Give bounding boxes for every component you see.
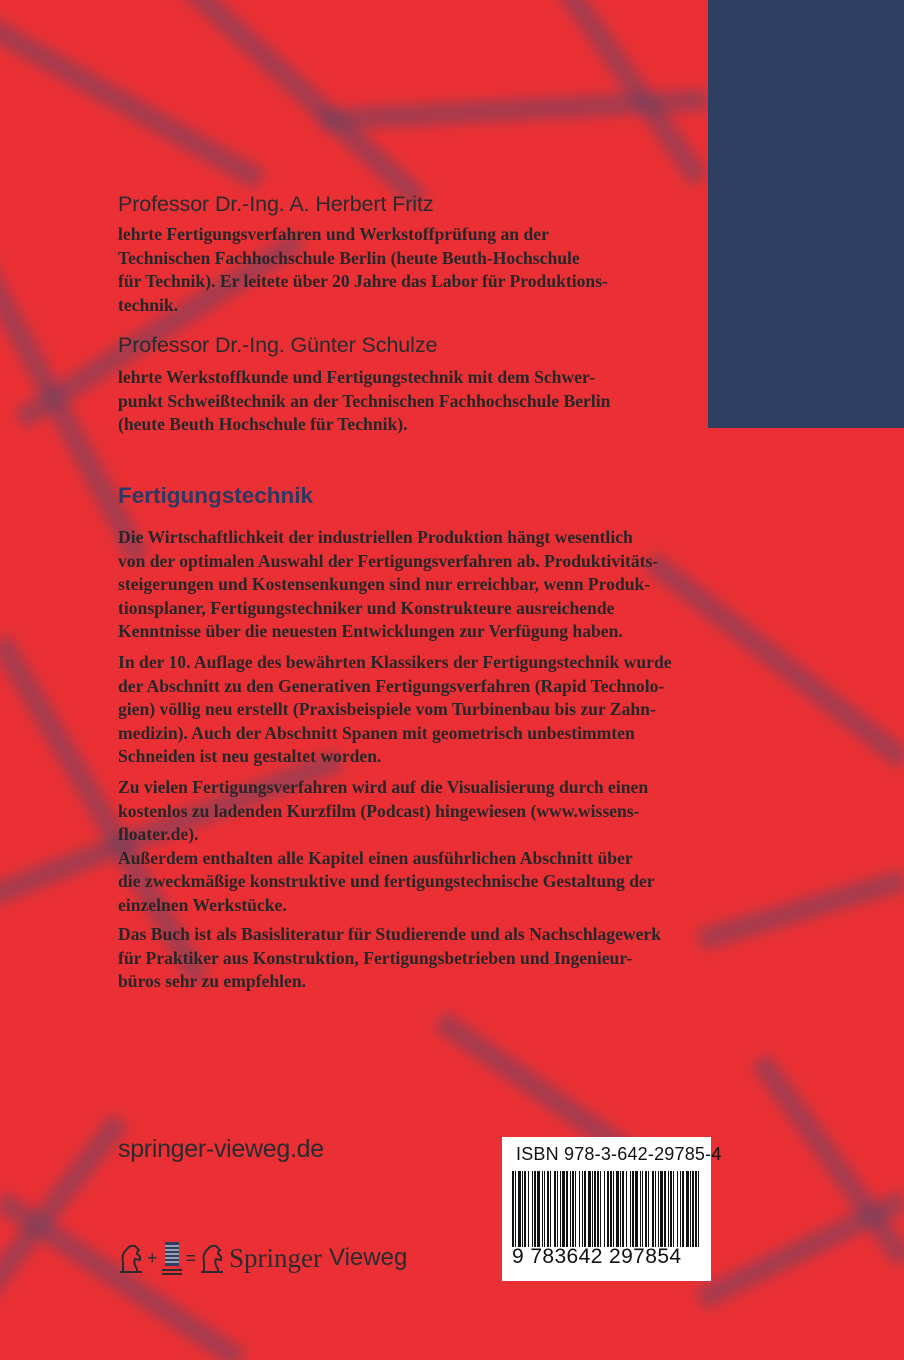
text-line: von der optimalen Auswahl der Fertigungsverfahren ab. Produktivitäts- [118, 550, 659, 571]
text-line: floater.de). [118, 824, 199, 845]
springer-horse-icon [118, 1242, 144, 1274]
text-line: In der 10. Auflage des bewährten Klassikers der Fertigungstechnik wurde [118, 652, 672, 672]
text-line: steigerungen und Kostensenkungen sind nur erreichbar, wenn Produk- [118, 574, 651, 595]
vieweg-wordmark: Vieweg [329, 1244, 408, 1271]
accent-block [708, 0, 904, 428]
barcode-digits: 9 783642 297854 [512, 1245, 682, 1268]
text-line: Schneiden ist neu gestaltet worden. [118, 746, 382, 767]
text-line: der Abschnitt zu den Generativen Fertigungsverfahren (Rapid Technolo- [118, 675, 665, 696]
bio-line: (heute Beuth Hochschule für Technik). [118, 414, 408, 435]
bio-line: punkt Schweißtechnik an der Technischen Fachhochschule Berlin [118, 390, 611, 411]
description-paragraph-4 [118, 923, 718, 994]
equals-sign: = [185, 1247, 197, 1268]
description-paragraph-1 [118, 526, 718, 644]
bio-line: Technischen Fachhochschule Berlin (heute Beuth-Hochschule [118, 247, 580, 268]
text-line: Zu vielen Fertigungsverfahren wird auf die Visualisierung durch einen [118, 777, 649, 797]
text-line: kostenlos zu ladenden Kurzfilm (Podcast) hingewiesen (www.wissens- [118, 800, 640, 821]
isbn-label: ISBN 978-3-642-29785-4 [516, 1144, 722, 1164]
text-line: Die Wirtschaftlichkeit der industriellen Produktion hängt wesentlich [118, 527, 633, 547]
springer-horse-icon [199, 1242, 225, 1274]
bio-line: für Technik). Er leitete über 20 Jahre das Labor für Produktions- [118, 271, 608, 292]
plus-sign: + [147, 1247, 158, 1268]
springer-wordmark: Springer [229, 1242, 323, 1273]
text-line: für Praktiker aus Konstruktion, Fertigungsbetrieben und Ingenieur- [118, 947, 633, 968]
publisher-logo [118, 1238, 407, 1278]
text-line: tionsplaner, Fertigungstechniker und Konstrukteure ausreichende [118, 597, 615, 618]
description-paragraph-2 [118, 651, 718, 769]
author-bio-2 [118, 366, 698, 437]
section-title: Fertigungstechnik [118, 483, 314, 508]
text-line: einzelnen Werkstücke. [118, 894, 287, 915]
text-line: medizin). Auch der Abschnitt Spanen mit geometrisch unbestimmten [118, 722, 635, 743]
author-name-2: Professor Dr.-Ing. Günter Schulze [118, 333, 438, 357]
text-line: die zweckmäßige konstruktive und fertigungstechnische Gestaltung der [118, 871, 655, 892]
author-name-1: Professor Dr.-Ing. A. Herbert Fritz [118, 192, 434, 216]
text-line: Kenntnisse über die neuesten Entwicklungen zur Verfügung haben. [118, 621, 623, 642]
publisher-website: springer-vieweg.de [118, 1135, 324, 1163]
text-line: büros sehr zu empfehlen. [118, 971, 307, 992]
vieweg-teubner-icon [161, 1240, 183, 1276]
bio-line: lehrte Fertigungsverfahren und Werkstoffprüfung an der [118, 224, 549, 244]
text-line: gien) völlig neu erstellt (Praxisbeispiele vom Turbinenbau bis zur Zahn- [118, 699, 656, 720]
bio-line: technik. [118, 294, 179, 315]
barcode-icon [512, 1171, 701, 1247]
text-line: Außerdem enthalten alle Kapitel einen ausführlichen Abschnitt über [118, 847, 633, 868]
description-paragraph-3 [118, 776, 718, 918]
isbn-barcode [502, 1137, 722, 1281]
bio-line: lehrte Werkstoffkunde und Fertigungstechnik mit dem Schwer- [118, 367, 595, 387]
text-line: Das Buch ist als Basisliteratur für Studierende und als Nachschlagewerk [118, 924, 662, 944]
author-bio-1 [118, 223, 698, 317]
